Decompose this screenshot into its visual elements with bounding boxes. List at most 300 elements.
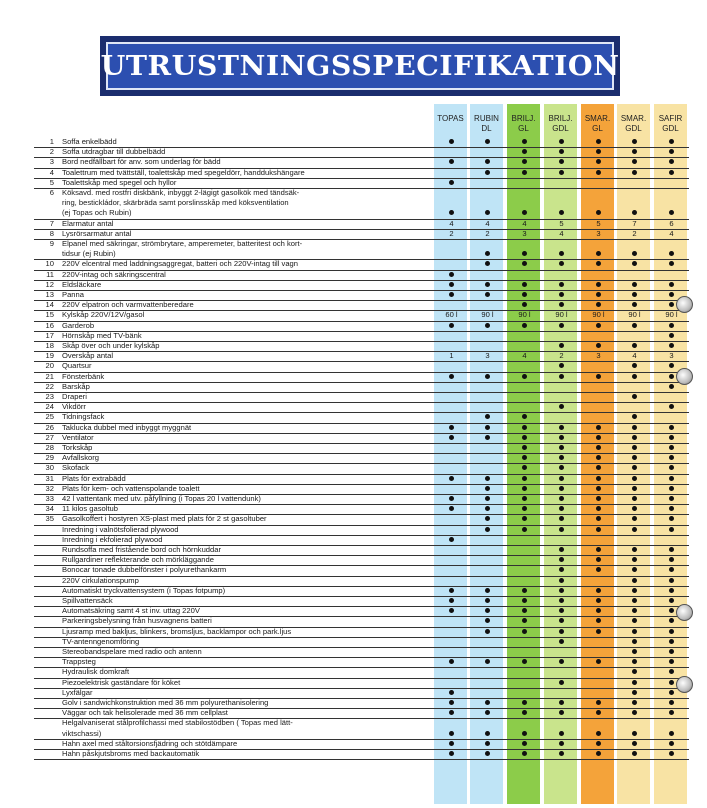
row-number: 28 bbox=[45, 443, 54, 452]
included-dot-icon bbox=[471, 627, 504, 637]
dot-icon bbox=[559, 700, 564, 705]
included-dot-icon bbox=[435, 606, 468, 616]
dot-icon bbox=[632, 649, 637, 654]
included-dot-icon bbox=[655, 402, 688, 412]
empty-cell bbox=[471, 382, 504, 392]
dot-icon bbox=[632, 578, 637, 583]
cell-value: 4 bbox=[485, 218, 490, 228]
included-dot-icon bbox=[582, 463, 615, 473]
included-dot-icon bbox=[582, 474, 615, 484]
dot-icon bbox=[559, 567, 564, 572]
dot-icon bbox=[632, 659, 637, 664]
included-dot-icon bbox=[435, 433, 468, 443]
dot-icon bbox=[632, 476, 637, 481]
row-number: 10 bbox=[45, 259, 54, 269]
dot-icon bbox=[669, 261, 674, 266]
included-dot-icon bbox=[655, 729, 688, 739]
included-dot-icon bbox=[582, 147, 615, 157]
included-dot-icon bbox=[435, 586, 468, 596]
included-dot-icon bbox=[545, 372, 578, 382]
dot-icon bbox=[522, 608, 527, 613]
included-dot-icon bbox=[508, 443, 541, 453]
included-dot-icon bbox=[435, 596, 468, 606]
column-header: BRILJ. GDL bbox=[548, 114, 573, 133]
included-dot-icon bbox=[435, 708, 468, 718]
included-dot-icon bbox=[618, 657, 651, 667]
dot-icon bbox=[559, 639, 564, 644]
included-dot-icon bbox=[618, 514, 651, 524]
dot-icon bbox=[669, 578, 674, 583]
included-dot-icon bbox=[508, 208, 541, 218]
row-description: Toalettskåp med spegel och hyllor bbox=[62, 177, 177, 187]
empty-cell bbox=[471, 178, 504, 188]
dot-icon bbox=[632, 710, 637, 715]
dot-icon bbox=[559, 751, 564, 756]
dot-icon bbox=[485, 629, 490, 634]
dot-icon bbox=[669, 557, 674, 562]
empty-cell bbox=[618, 270, 651, 280]
dot-icon bbox=[449, 710, 454, 715]
included-dot-icon bbox=[618, 637, 651, 647]
included-dot-icon bbox=[582, 280, 615, 290]
dot-icon bbox=[559, 629, 564, 634]
included-dot-icon bbox=[655, 249, 688, 259]
empty-cell bbox=[655, 412, 688, 422]
included-dot-icon bbox=[545, 637, 578, 647]
empty-cell bbox=[471, 300, 504, 310]
row-description: Soffa utdragbar till dubbelbädd bbox=[62, 147, 166, 157]
dot-icon bbox=[669, 251, 674, 256]
included-dot-icon bbox=[435, 474, 468, 484]
included-dot-icon bbox=[508, 627, 541, 637]
row-description: Automatsäkring samt 4 st inv. uttag 220V bbox=[62, 606, 200, 616]
included-dot-icon bbox=[508, 698, 541, 708]
included-dot-icon bbox=[618, 545, 651, 555]
dot-icon bbox=[632, 159, 637, 164]
row-description: TV-antenngenomföring bbox=[62, 636, 140, 646]
binder-ring-icon bbox=[676, 296, 693, 313]
cell-value: 3 bbox=[522, 228, 527, 238]
dot-icon bbox=[522, 588, 527, 593]
included-dot-icon bbox=[582, 514, 615, 524]
row-number: 6 bbox=[49, 188, 54, 197]
included-dot-icon bbox=[545, 341, 578, 351]
row-description: tidsur (ej Rubin) bbox=[62, 249, 116, 259]
row-description: ring, bestickládor, skärbräda samt porslinsskåp med köksventilation bbox=[62, 198, 289, 208]
included-dot-icon bbox=[618, 678, 651, 688]
dot-icon bbox=[669, 292, 674, 297]
included-dot-icon bbox=[508, 137, 541, 147]
included-dot-icon bbox=[545, 616, 578, 626]
dot-icon bbox=[449, 751, 454, 756]
dot-icon bbox=[596, 731, 601, 736]
row-number: 12 bbox=[45, 279, 54, 289]
included-dot-icon bbox=[655, 484, 688, 494]
included-dot-icon bbox=[508, 463, 541, 473]
included-dot-icon bbox=[508, 259, 541, 269]
empty-cell bbox=[618, 535, 651, 545]
empty-cell bbox=[582, 688, 615, 698]
dot-icon bbox=[596, 659, 601, 664]
row-number: 3 bbox=[49, 157, 54, 167]
empty-cell bbox=[582, 270, 615, 280]
dot-icon bbox=[669, 435, 674, 440]
dot-icon bbox=[669, 210, 674, 215]
dot-icon bbox=[596, 210, 601, 215]
included-dot-icon bbox=[471, 208, 504, 218]
included-dot-icon bbox=[655, 147, 688, 157]
dot-icon bbox=[449, 608, 454, 613]
included-dot-icon bbox=[618, 484, 651, 494]
dot-icon bbox=[559, 445, 564, 450]
dot-icon bbox=[559, 323, 564, 328]
empty-cell bbox=[545, 412, 578, 422]
included-dot-icon bbox=[655, 453, 688, 463]
dot-icon bbox=[559, 455, 564, 460]
included-dot-icon bbox=[545, 576, 578, 586]
row-description: Trappsteg bbox=[62, 657, 96, 667]
empty-cell bbox=[582, 361, 615, 371]
included-dot-icon bbox=[618, 372, 651, 382]
row-description: Barskåp bbox=[62, 381, 90, 391]
included-dot-icon bbox=[508, 596, 541, 606]
empty-cell bbox=[508, 576, 541, 586]
row-description: 220V cirkulationspump bbox=[62, 575, 139, 585]
included-dot-icon bbox=[545, 402, 578, 412]
included-dot-icon bbox=[582, 606, 615, 616]
dot-icon bbox=[669, 680, 674, 685]
dot-icon bbox=[632, 608, 637, 613]
included-dot-icon bbox=[655, 586, 688, 596]
dot-icon bbox=[669, 282, 674, 287]
dot-icon bbox=[632, 261, 637, 266]
row-number: 4 bbox=[49, 167, 54, 177]
cell-value: 5 bbox=[559, 218, 564, 228]
included-dot-icon bbox=[618, 586, 651, 596]
empty-cell bbox=[655, 178, 688, 188]
included-dot-icon bbox=[582, 321, 615, 331]
empty-cell bbox=[545, 667, 578, 677]
dot-icon bbox=[632, 700, 637, 705]
dot-icon bbox=[596, 527, 601, 532]
dot-icon bbox=[449, 496, 454, 501]
included-dot-icon bbox=[618, 412, 651, 422]
dot-icon bbox=[559, 292, 564, 297]
dot-icon bbox=[522, 210, 527, 215]
dot-icon bbox=[596, 323, 601, 328]
cell-value: 90 l bbox=[481, 310, 494, 320]
dot-icon bbox=[559, 159, 564, 164]
empty-cell bbox=[508, 178, 541, 188]
dot-icon bbox=[596, 557, 601, 562]
included-dot-icon bbox=[471, 729, 504, 739]
cell-value: 2 bbox=[485, 228, 490, 238]
dot-icon bbox=[485, 527, 490, 532]
empty-cell bbox=[582, 535, 615, 545]
dot-icon bbox=[669, 700, 674, 705]
row-description: Plats för extrabädd bbox=[62, 473, 126, 483]
empty-cell bbox=[471, 555, 504, 565]
included-dot-icon bbox=[545, 208, 578, 218]
dot-icon bbox=[559, 598, 564, 603]
dot-icon bbox=[485, 751, 490, 756]
included-dot-icon bbox=[618, 147, 651, 157]
row-number: 26 bbox=[45, 422, 54, 432]
included-dot-icon bbox=[582, 423, 615, 433]
cell-value: 90 l bbox=[518, 310, 531, 320]
empty-cell bbox=[618, 382, 651, 392]
dot-icon bbox=[485, 731, 490, 736]
dot-icon bbox=[485, 506, 490, 511]
included-dot-icon bbox=[545, 525, 578, 535]
dot-icon bbox=[632, 547, 637, 552]
included-dot-icon bbox=[618, 280, 651, 290]
dot-icon bbox=[449, 180, 454, 185]
row-description: 42 l vattentank med utv. påfyllning (i Topas 20 l vattendunk) bbox=[62, 494, 261, 503]
cell-value: 90 l bbox=[628, 310, 641, 320]
included-dot-icon bbox=[582, 749, 615, 759]
included-dot-icon bbox=[471, 412, 504, 422]
row-number: 33 bbox=[45, 494, 54, 503]
row-description: Toalettrum med tvättställ, toalettskåp med spegeldörr, handdukshängare bbox=[62, 167, 305, 177]
column-header: BRILJ. GL bbox=[511, 114, 536, 133]
included-dot-icon bbox=[435, 290, 468, 300]
dot-icon bbox=[522, 476, 527, 481]
cell-value: 2 bbox=[449, 228, 454, 238]
included-dot-icon bbox=[435, 494, 468, 504]
cell-value: 2 bbox=[632, 228, 637, 238]
dot-icon bbox=[632, 567, 637, 572]
included-dot-icon bbox=[582, 555, 615, 565]
included-dot-icon bbox=[508, 453, 541, 463]
included-dot-icon bbox=[618, 688, 651, 698]
dot-icon bbox=[485, 618, 490, 623]
dot-icon bbox=[632, 486, 637, 491]
title-banner bbox=[100, 36, 620, 96]
dot-icon bbox=[632, 527, 637, 532]
row-number: 7 bbox=[49, 218, 54, 228]
row-description: Bonocar tonade dubbelfönster i polyurethankarm bbox=[62, 565, 227, 575]
empty-cell bbox=[508, 555, 541, 565]
included-dot-icon bbox=[471, 157, 504, 167]
empty-cell bbox=[655, 270, 688, 280]
included-dot-icon bbox=[655, 576, 688, 586]
dot-icon bbox=[522, 292, 527, 297]
dot-icon bbox=[559, 486, 564, 491]
included-dot-icon bbox=[435, 535, 468, 545]
row-number: 22 bbox=[45, 381, 54, 391]
included-dot-icon bbox=[508, 586, 541, 596]
empty-cell bbox=[435, 392, 468, 402]
included-dot-icon bbox=[545, 168, 578, 178]
dot-icon bbox=[559, 170, 564, 175]
dot-icon bbox=[669, 170, 674, 175]
dot-icon bbox=[596, 435, 601, 440]
dot-icon bbox=[522, 282, 527, 287]
included-dot-icon bbox=[435, 321, 468, 331]
included-dot-icon bbox=[582, 208, 615, 218]
included-dot-icon bbox=[508, 504, 541, 514]
included-dot-icon bbox=[435, 157, 468, 167]
dot-icon bbox=[485, 210, 490, 215]
row-number: 9 bbox=[49, 239, 54, 248]
binder-ring-icon bbox=[676, 676, 693, 693]
dot-icon bbox=[522, 159, 527, 164]
row-number: 34 bbox=[45, 504, 54, 514]
included-dot-icon bbox=[582, 545, 615, 555]
row-description: Automatiskt tryckvattensystem (i Topas fotpump) bbox=[62, 585, 226, 595]
row-description: Skåp över och under kylskåp bbox=[62, 341, 160, 350]
included-dot-icon bbox=[618, 137, 651, 147]
dot-icon bbox=[632, 170, 637, 175]
included-dot-icon bbox=[471, 484, 504, 494]
included-dot-icon bbox=[545, 739, 578, 749]
row-number: 13 bbox=[45, 290, 54, 299]
included-dot-icon bbox=[435, 698, 468, 708]
row-description: Fönsterbänk bbox=[62, 371, 105, 381]
row-description: 11 kilos gasoltub bbox=[62, 504, 119, 514]
included-dot-icon bbox=[582, 484, 615, 494]
dot-icon bbox=[669, 618, 674, 623]
included-dot-icon bbox=[582, 565, 615, 575]
dot-icon bbox=[449, 598, 454, 603]
included-dot-icon bbox=[618, 698, 651, 708]
included-dot-icon bbox=[655, 627, 688, 637]
dot-icon bbox=[632, 394, 637, 399]
row-description: Panna bbox=[62, 290, 84, 299]
dot-icon bbox=[559, 465, 564, 470]
row-description: Soffa enkelbädd bbox=[62, 137, 117, 146]
empty-cell bbox=[471, 147, 504, 157]
row-description: Hahn axel med ståltorsionsfjädring och stötdämpare bbox=[62, 738, 238, 748]
dot-icon bbox=[669, 343, 674, 348]
row-description: Inredning i valnötsfolierad plywood bbox=[62, 524, 179, 534]
dot-icon bbox=[449, 537, 454, 542]
cell-value: 4 bbox=[522, 351, 527, 361]
included-dot-icon bbox=[545, 627, 578, 637]
dot-icon bbox=[596, 170, 601, 175]
included-dot-icon bbox=[508, 484, 541, 494]
row-description: Golv i sandwichkonstruktion med 36 mm polyurethanisolering bbox=[62, 698, 269, 707]
empty-cell bbox=[435, 484, 468, 494]
dot-icon bbox=[596, 343, 601, 348]
dot-icon bbox=[485, 282, 490, 287]
empty-cell bbox=[508, 545, 541, 555]
included-dot-icon bbox=[655, 637, 688, 647]
dot-icon bbox=[669, 516, 674, 521]
page-title: UTRUSTNINGSSPECIFIKATION bbox=[100, 50, 620, 82]
dot-icon bbox=[669, 476, 674, 481]
included-dot-icon bbox=[618, 667, 651, 677]
cell-value: 90 l bbox=[555, 310, 568, 320]
included-dot-icon bbox=[471, 504, 504, 514]
empty-cell bbox=[471, 576, 504, 586]
empty-cell bbox=[435, 667, 468, 677]
empty-cell bbox=[508, 647, 541, 657]
included-dot-icon bbox=[435, 749, 468, 759]
included-dot-icon bbox=[582, 657, 615, 667]
dot-icon bbox=[632, 731, 637, 736]
row-description: Lyxfälgar bbox=[62, 687, 93, 697]
included-dot-icon bbox=[582, 739, 615, 749]
dot-icon bbox=[559, 282, 564, 287]
dot-icon bbox=[596, 547, 601, 552]
dot-icon bbox=[559, 404, 564, 409]
table-row bbox=[34, 198, 689, 208]
included-dot-icon bbox=[582, 300, 615, 310]
dot-icon bbox=[449, 741, 454, 746]
row-number: 27 bbox=[45, 432, 54, 442]
row-description: Plats för kem- och vattenspolande toalett bbox=[62, 483, 200, 493]
empty-cell bbox=[435, 361, 468, 371]
dot-icon bbox=[522, 261, 527, 266]
included-dot-icon bbox=[435, 739, 468, 749]
row-description: Torkskåp bbox=[62, 443, 93, 452]
included-dot-icon bbox=[618, 290, 651, 300]
row-description: Spillvattensäck bbox=[62, 596, 113, 605]
included-dot-icon bbox=[582, 443, 615, 453]
dot-icon bbox=[559, 302, 564, 307]
dot-icon bbox=[559, 425, 564, 430]
row-description: Taklucka dubbel med inbyggt myggnät bbox=[62, 422, 192, 432]
cell-value: 6 bbox=[669, 218, 674, 228]
dot-icon bbox=[559, 435, 564, 440]
dot-icon bbox=[522, 455, 527, 460]
included-dot-icon bbox=[545, 596, 578, 606]
dot-icon bbox=[632, 751, 637, 756]
dot-icon bbox=[522, 425, 527, 430]
empty-cell bbox=[508, 678, 541, 688]
empty-cell bbox=[435, 402, 468, 412]
included-dot-icon bbox=[618, 729, 651, 739]
dot-icon bbox=[596, 710, 601, 715]
included-dot-icon bbox=[655, 555, 688, 565]
included-dot-icon bbox=[545, 514, 578, 524]
empty-cell bbox=[435, 514, 468, 524]
row-number: 5 bbox=[49, 177, 54, 187]
included-dot-icon bbox=[582, 341, 615, 351]
dot-icon bbox=[596, 741, 601, 746]
empty-cell bbox=[508, 331, 541, 341]
included-dot-icon bbox=[655, 433, 688, 443]
empty-cell bbox=[471, 341, 504, 351]
dot-icon bbox=[632, 680, 637, 685]
dot-icon bbox=[559, 149, 564, 154]
empty-cell bbox=[508, 361, 541, 371]
dot-icon bbox=[596, 425, 601, 430]
dot-icon bbox=[559, 506, 564, 511]
dot-icon bbox=[449, 435, 454, 440]
included-dot-icon bbox=[471, 259, 504, 269]
dot-icon bbox=[522, 251, 527, 256]
row-description: Väggar och tak helisolerade med 36 mm cellplast bbox=[62, 708, 228, 718]
binder-ring-icon bbox=[676, 604, 693, 621]
dot-icon bbox=[632, 323, 637, 328]
included-dot-icon bbox=[618, 453, 651, 463]
included-dot-icon bbox=[471, 514, 504, 524]
dot-icon bbox=[632, 302, 637, 307]
dot-icon bbox=[559, 476, 564, 481]
dot-icon bbox=[449, 425, 454, 430]
dot-icon bbox=[596, 465, 601, 470]
included-dot-icon bbox=[618, 494, 651, 504]
empty-cell bbox=[508, 565, 541, 575]
empty-cell bbox=[508, 637, 541, 647]
dot-icon bbox=[669, 486, 674, 491]
empty-cell bbox=[545, 270, 578, 280]
included-dot-icon bbox=[618, 443, 651, 453]
row-description: Helgalvaniserat stålprofilchassi med stabilostödben ( Topas med lätt- bbox=[62, 718, 293, 728]
